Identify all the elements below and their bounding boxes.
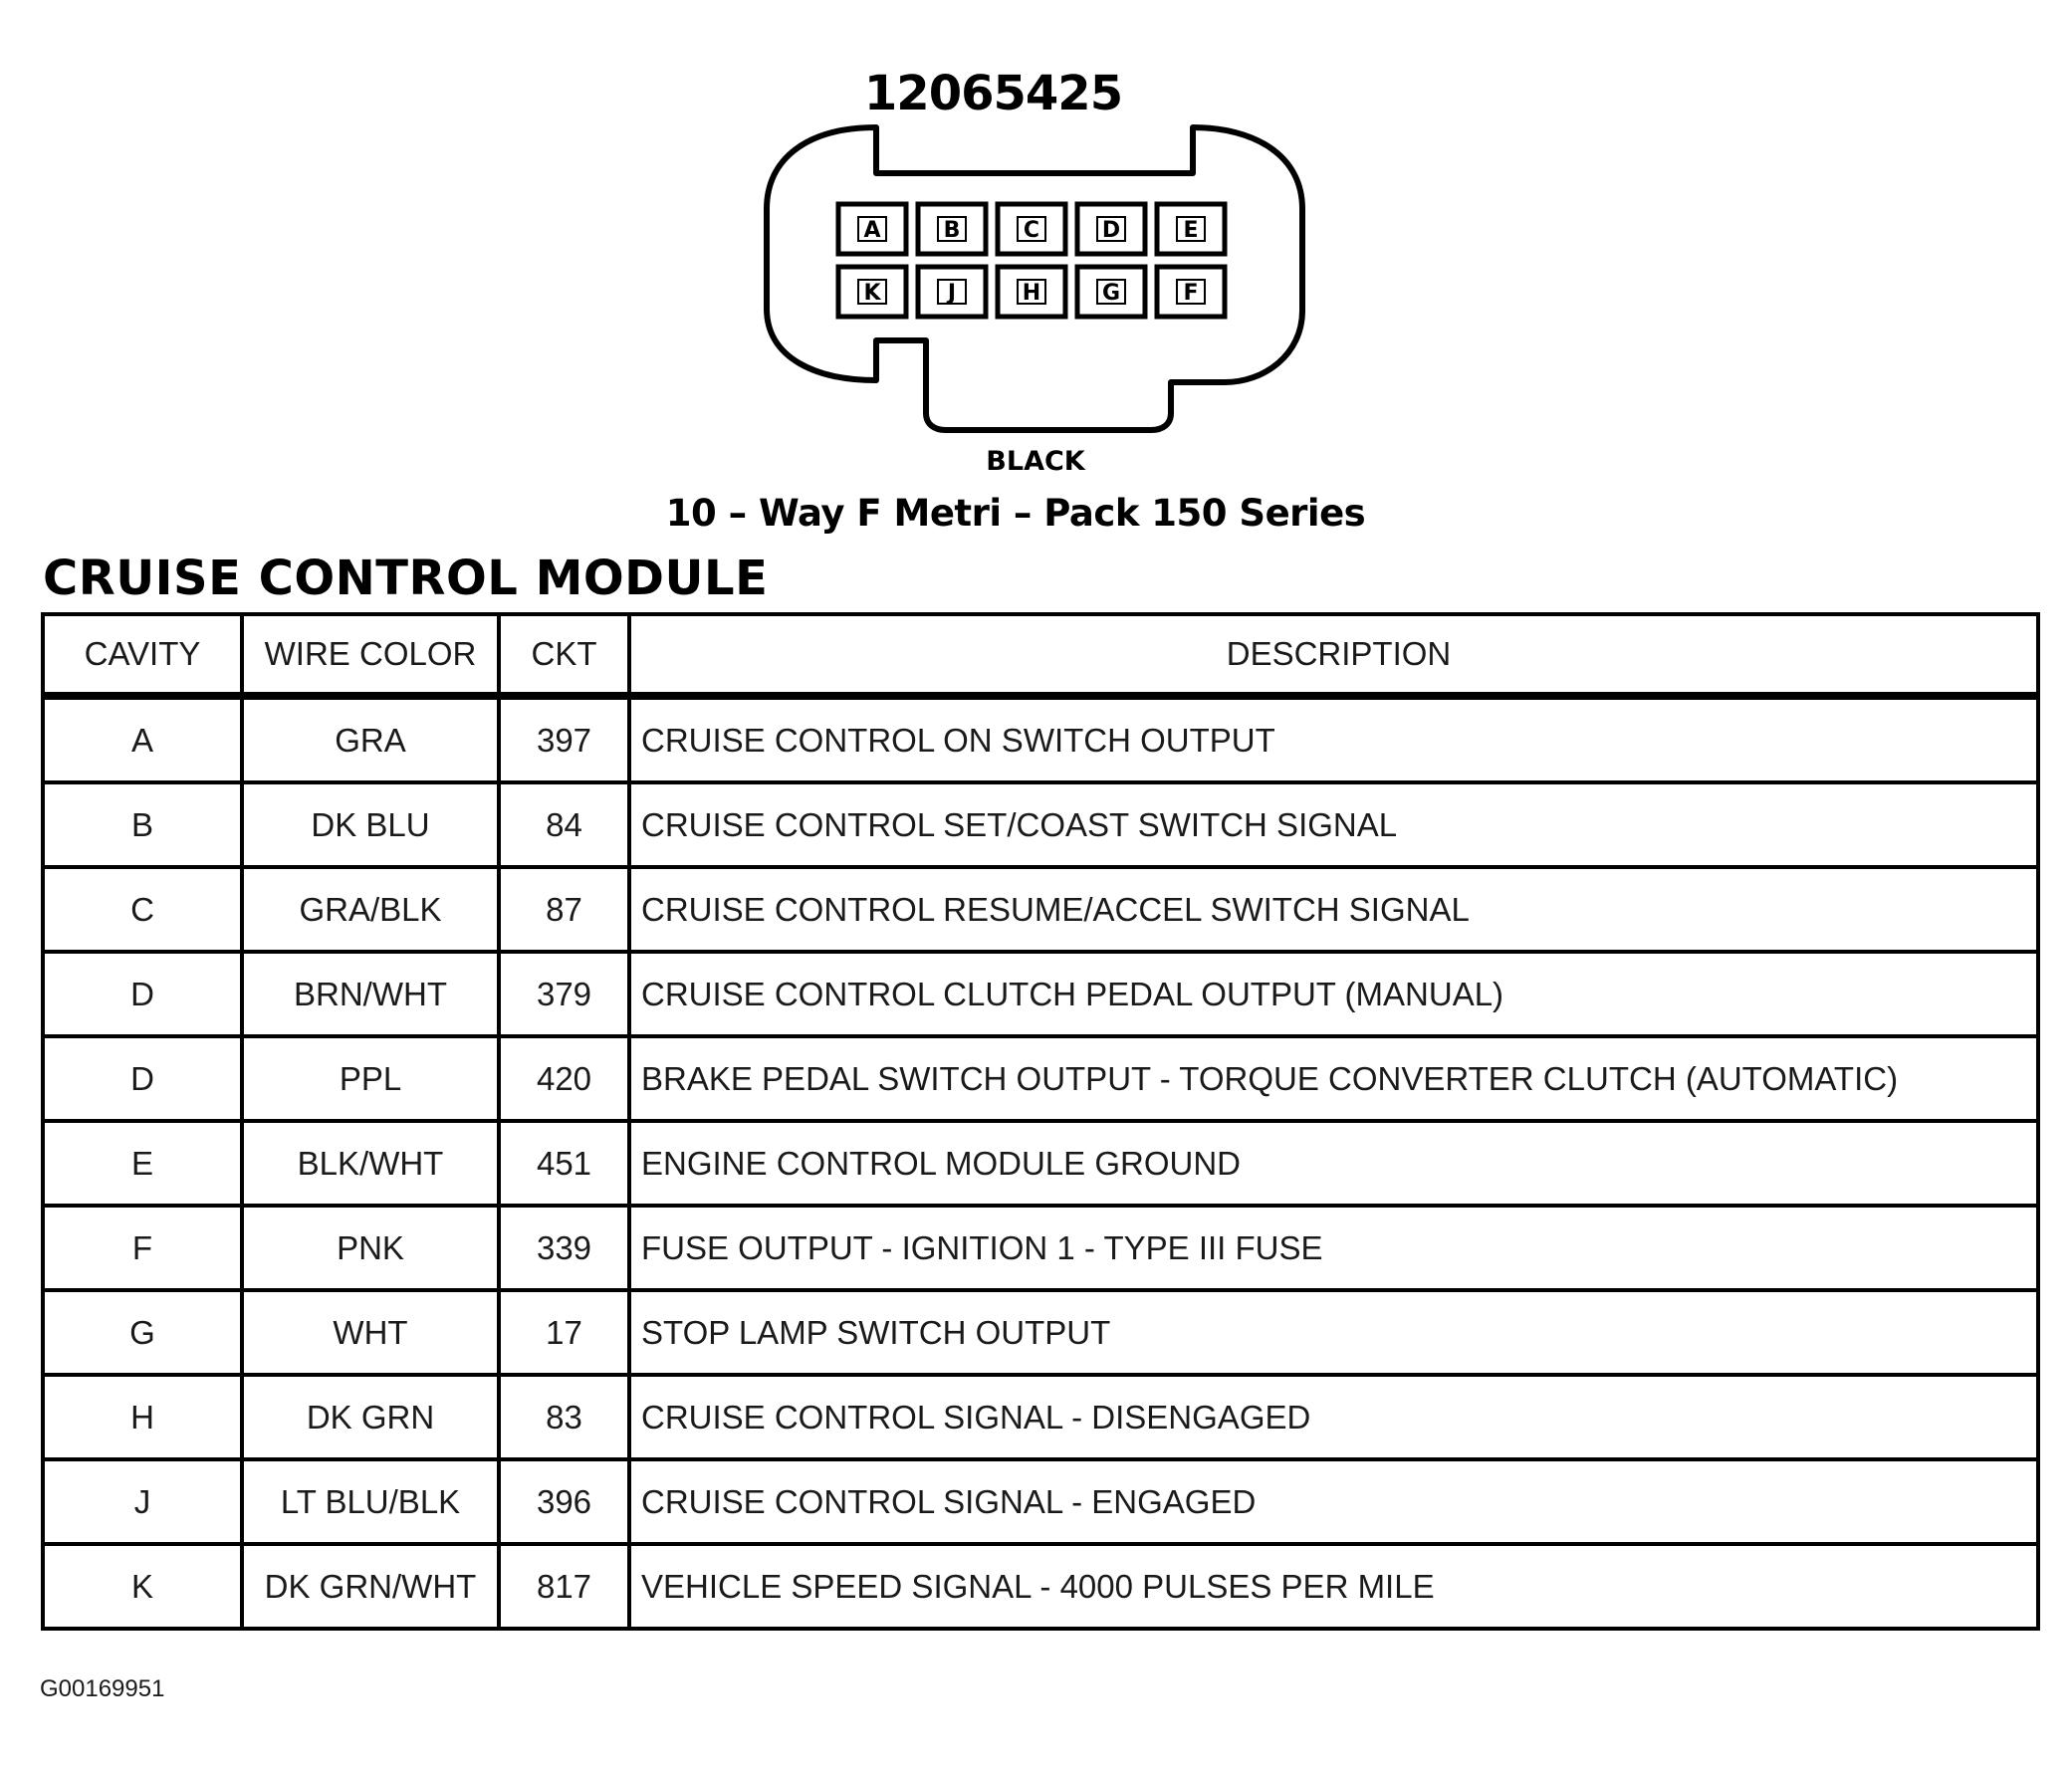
cell-description: BRAKE PEDAL SWITCH OUTPUT - TORQUE CONVERTER CLUTCH (AUTOMATIC): [629, 1036, 2038, 1121]
pinout-table: [41, 612, 2040, 1631]
cavity-b: [918, 204, 986, 254]
cell-description: STOP LAMP SWITCH OUTPUT: [629, 1290, 2038, 1375]
cell-ckt: 379: [499, 952, 629, 1036]
table-row: [43, 952, 2038, 1036]
cavity-g: [1077, 267, 1145, 317]
table-row: [43, 782, 2038, 867]
module-title: CRUISE CONTROL MODULE: [43, 551, 769, 606]
cavity-f: [1157, 267, 1225, 317]
cell-wire-color: PNK: [242, 1206, 499, 1290]
cavity-e: [1157, 204, 1225, 254]
cavity-letter: F: [1183, 281, 1199, 306]
cell-description: CRUISE CONTROL ON SWITCH OUTPUT: [629, 696, 2038, 782]
cell-cavity: K: [43, 1544, 242, 1629]
cavity-letter: J: [947, 281, 957, 306]
cavity-h: [998, 267, 1065, 317]
top-row-cavities: [838, 204, 1225, 254]
cavity-c: [998, 204, 1065, 254]
table-row: [43, 1206, 2038, 1290]
cell-cavity: J: [43, 1459, 242, 1544]
cell-wire-color: DK BLU: [242, 782, 499, 867]
cell-ckt: 420: [499, 1036, 629, 1121]
table-row: [43, 1290, 2038, 1375]
cell-description: CRUISE CONTROL SIGNAL - ENGAGED: [629, 1459, 2038, 1544]
cell-wire-color: DK GRN: [242, 1375, 499, 1459]
cell-cavity: D: [43, 952, 242, 1036]
cell-cavity: H: [43, 1375, 242, 1459]
cavity-letter: A: [863, 218, 881, 243]
connector-face-diagram: [757, 119, 1314, 438]
cavity-letter: G: [1101, 281, 1121, 306]
table-row: [43, 867, 2038, 952]
table-row: [43, 1375, 2038, 1459]
cell-description: CRUISE CONTROL SIGNAL - DISENGAGED: [629, 1375, 2038, 1459]
cell-ckt: 397: [499, 696, 629, 782]
cell-cavity: B: [43, 782, 242, 867]
cell-cavity: D: [43, 1036, 242, 1121]
figure-id: G00169951: [40, 1675, 165, 1702]
cell-wire-color: BRN/WHT: [242, 952, 499, 1036]
bottom-row-cavities: [838, 267, 1225, 317]
table-row: [43, 1121, 2038, 1206]
cell-cavity: E: [43, 1121, 242, 1206]
cavity-letter: E: [1183, 218, 1199, 243]
cell-cavity: F: [43, 1206, 242, 1290]
cell-wire-color: GRA: [242, 696, 499, 782]
cell-ckt: 17: [499, 1290, 629, 1375]
cell-ckt: 84: [499, 782, 629, 867]
cell-description: CRUISE CONTROL SET/COAST SWITCH SIGNAL: [629, 782, 2038, 867]
cell-ckt: 817: [499, 1544, 629, 1629]
cell-wire-color: GRA/BLK: [242, 867, 499, 952]
cavity-a: [838, 204, 906, 254]
cell-description: FUSE OUTPUT - IGNITION 1 - TYPE III FUSE: [629, 1206, 2038, 1290]
table-row: [43, 1544, 2038, 1629]
cavity-letter: C: [1023, 218, 1040, 243]
cell-wire-color: PPL: [242, 1036, 499, 1121]
connector-part-number: 12065425: [863, 66, 1123, 121]
cavity-d: [1077, 204, 1145, 254]
cell-ckt: 339: [499, 1206, 629, 1290]
table-header-row: [43, 614, 2038, 696]
cell-description: CRUISE CONTROL RESUME/ACCEL SWITCH SIGNAL: [629, 867, 2038, 952]
cell-wire-color: DK GRN/WHT: [242, 1544, 499, 1629]
cavity-letter: B: [943, 218, 961, 243]
cell-description: VEHICLE SPEED SIGNAL - 4000 PULSES PER MILE: [629, 1544, 2038, 1629]
cell-cavity: A: [43, 696, 242, 782]
cavity-letter: K: [863, 281, 881, 306]
table-row: [43, 1036, 2038, 1121]
connector-color-label: BLACK: [986, 446, 1085, 477]
cell-ckt: 87: [499, 867, 629, 952]
cell-cavity: C: [43, 867, 242, 952]
cell-wire-color: LT BLU/BLK: [242, 1459, 499, 1544]
cell-cavity: G: [43, 1290, 242, 1375]
cell-wire-color: WHT: [242, 1290, 499, 1375]
header-cavity: CAVITY: [43, 614, 242, 696]
connector-series-label: 10 – Way F Metri – Pack 150 Series: [665, 492, 1366, 535]
cell-ckt: 83: [499, 1375, 629, 1459]
cell-description: ENGINE CONTROL MODULE GROUND: [629, 1121, 2038, 1206]
header-wire-color: WIRE COLOR: [242, 614, 499, 696]
cell-description: CRUISE CONTROL CLUTCH PEDAL OUTPUT (MANUAL): [629, 952, 2038, 1036]
cavity-letter: D: [1101, 218, 1121, 243]
cavity-k: [838, 267, 906, 317]
header-ckt: CKT: [499, 614, 629, 696]
table-row: [43, 1459, 2038, 1544]
cavity-letter: H: [1022, 281, 1041, 306]
cell-ckt: 396: [499, 1459, 629, 1544]
cell-wire-color: BLK/WHT: [242, 1121, 499, 1206]
cell-ckt: 451: [499, 1121, 629, 1206]
header-description: DESCRIPTION: [629, 614, 2038, 696]
cavity-j: [918, 267, 986, 317]
table-row: [43, 696, 2038, 782]
